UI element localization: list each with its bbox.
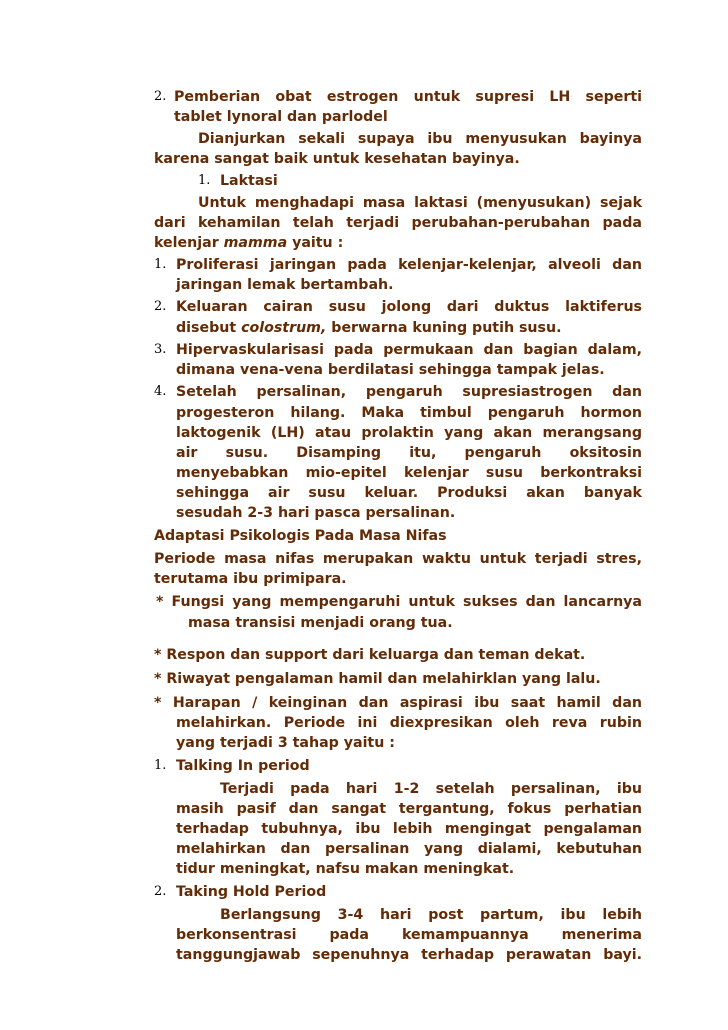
paragraph-line: karena sangat baik untuk kesehatan bayinya.: [154, 151, 520, 167]
list-number: 3.: [154, 342, 167, 357]
list-number: 4.: [154, 384, 167, 399]
list-item-text: Setelah persalinan, pengaruh supresiastrogen dan: [176, 384, 642, 400]
list-number: 2.: [154, 299, 167, 314]
paragraph-line: tidur meningkat, nafsu makan meningkat.: [176, 861, 515, 877]
list-number: 1.: [154, 257, 167, 272]
paragraph-line: terhadap tubuhnya, ibu lebih mengingat pengalaman: [176, 821, 642, 837]
list-number: 2.: [154, 884, 167, 899]
bullet-line: masa transisi menjadi orang tua.: [188, 615, 453, 631]
paragraph-line: Terjadi pada hari 1-2 setelah persalinan, ibu: [220, 781, 642, 797]
list-item-text: Hipervaskularisasi pada permukaan dan bagian dalam,: [176, 342, 642, 358]
text-line: tablet lynoral dan parlodel: [174, 109, 388, 125]
paragraph-line: terutama ibu primipara.: [154, 571, 347, 587]
list-item-text: menyebabkan mio-epitel kelenjar susu berkontraksi: [176, 465, 642, 481]
paragraph-line: masih pasif dan sangat tergantung, fokus perhatian: [176, 801, 642, 817]
list-item-text: progesteron hilang. Maka timbul pengaruh hormon: [176, 405, 642, 421]
list-number: 2.: [154, 89, 167, 104]
list-item-text: Talking In period: [176, 758, 310, 774]
paragraph-line: Untuk menghadapi masa laktasi (menyusukan) sejak: [198, 195, 642, 211]
list-item-text: sehingga air susu keluar. Produksi akan banyak: [176, 485, 642, 501]
list-item-text: sesudah 2-3 hari pasca persalinan.: [176, 505, 456, 521]
list-item-text: laktogenik (LH) atau prolaktin yang akan merangsang: [176, 425, 642, 441]
paragraph-line: Dianjurkan sekali supaya ibu menyusukan bayinya: [198, 131, 642, 147]
list-item-text: disebut colostrum, berwarna kuning putih susu.: [176, 320, 562, 336]
list-item-text: dimana vena-vena berdilatasi sehingga tampak jelas.: [176, 362, 605, 378]
list-item-text: Proliferasi jaringan pada kelenjar-kelenjar, alveoli dan: [176, 257, 642, 273]
paragraph-line: berkonsentrasi pada kemampuannya menerima: [176, 927, 642, 943]
list-number: 1.: [198, 173, 211, 188]
bullet-line: * Harapan / keinginan dan aspirasi ibu saat hamil dan: [154, 695, 642, 711]
paragraph-line: kelenjar mamma yaitu :: [154, 235, 344, 251]
bullet-line: * Fungsi yang mempengaruhi untuk sukses dan lancarnya: [156, 594, 642, 610]
paragraph-line: Berlangsung 3-4 hari post partum, ibu lebih: [220, 907, 642, 923]
bullet-line: * Respon dan support dari keluarga dan teman dekat.: [154, 647, 586, 663]
section-heading: Adaptasi Psikologis Pada Masa Nifas: [154, 528, 447, 544]
paragraph-line: tanggungjawab sepenuhnya terhadap perawatan bayi.: [176, 947, 642, 963]
list-item-text: jaringan lemak bertambah.: [176, 277, 394, 293]
section-heading: Laktasi: [220, 173, 278, 189]
list-item-text: Pemberian obat estrogen untuk supresi LH seperti: [174, 89, 642, 105]
paragraph-line: melahirkan dan persalinan yang dialami, kebutuhan: [176, 841, 642, 857]
bullet-line: yang terjadi 3 tahap yaitu :: [176, 735, 395, 751]
bullet-line: melahirkan. Periode ini diexpresikan oleh reva rubin: [176, 715, 642, 731]
list-item-text: Taking Hold Period: [176, 884, 327, 900]
paragraph-line: Periode masa nifas merupakan waktu untuk terjadi stres,: [154, 551, 642, 567]
list-number: 1.: [154, 758, 167, 773]
list-item-text: air susu. Disamping itu, pengaruh oksitosin: [176, 445, 642, 461]
list-item-text: Keluaran cairan susu jolong dari duktus laktiferus: [176, 299, 642, 315]
bullet-line: * Riwayat pengalaman hamil dan melahirklan yang lalu.: [154, 671, 601, 687]
paragraph-line: dari kehamilan telah terjadi perubahan-perubahan pada: [154, 215, 642, 231]
